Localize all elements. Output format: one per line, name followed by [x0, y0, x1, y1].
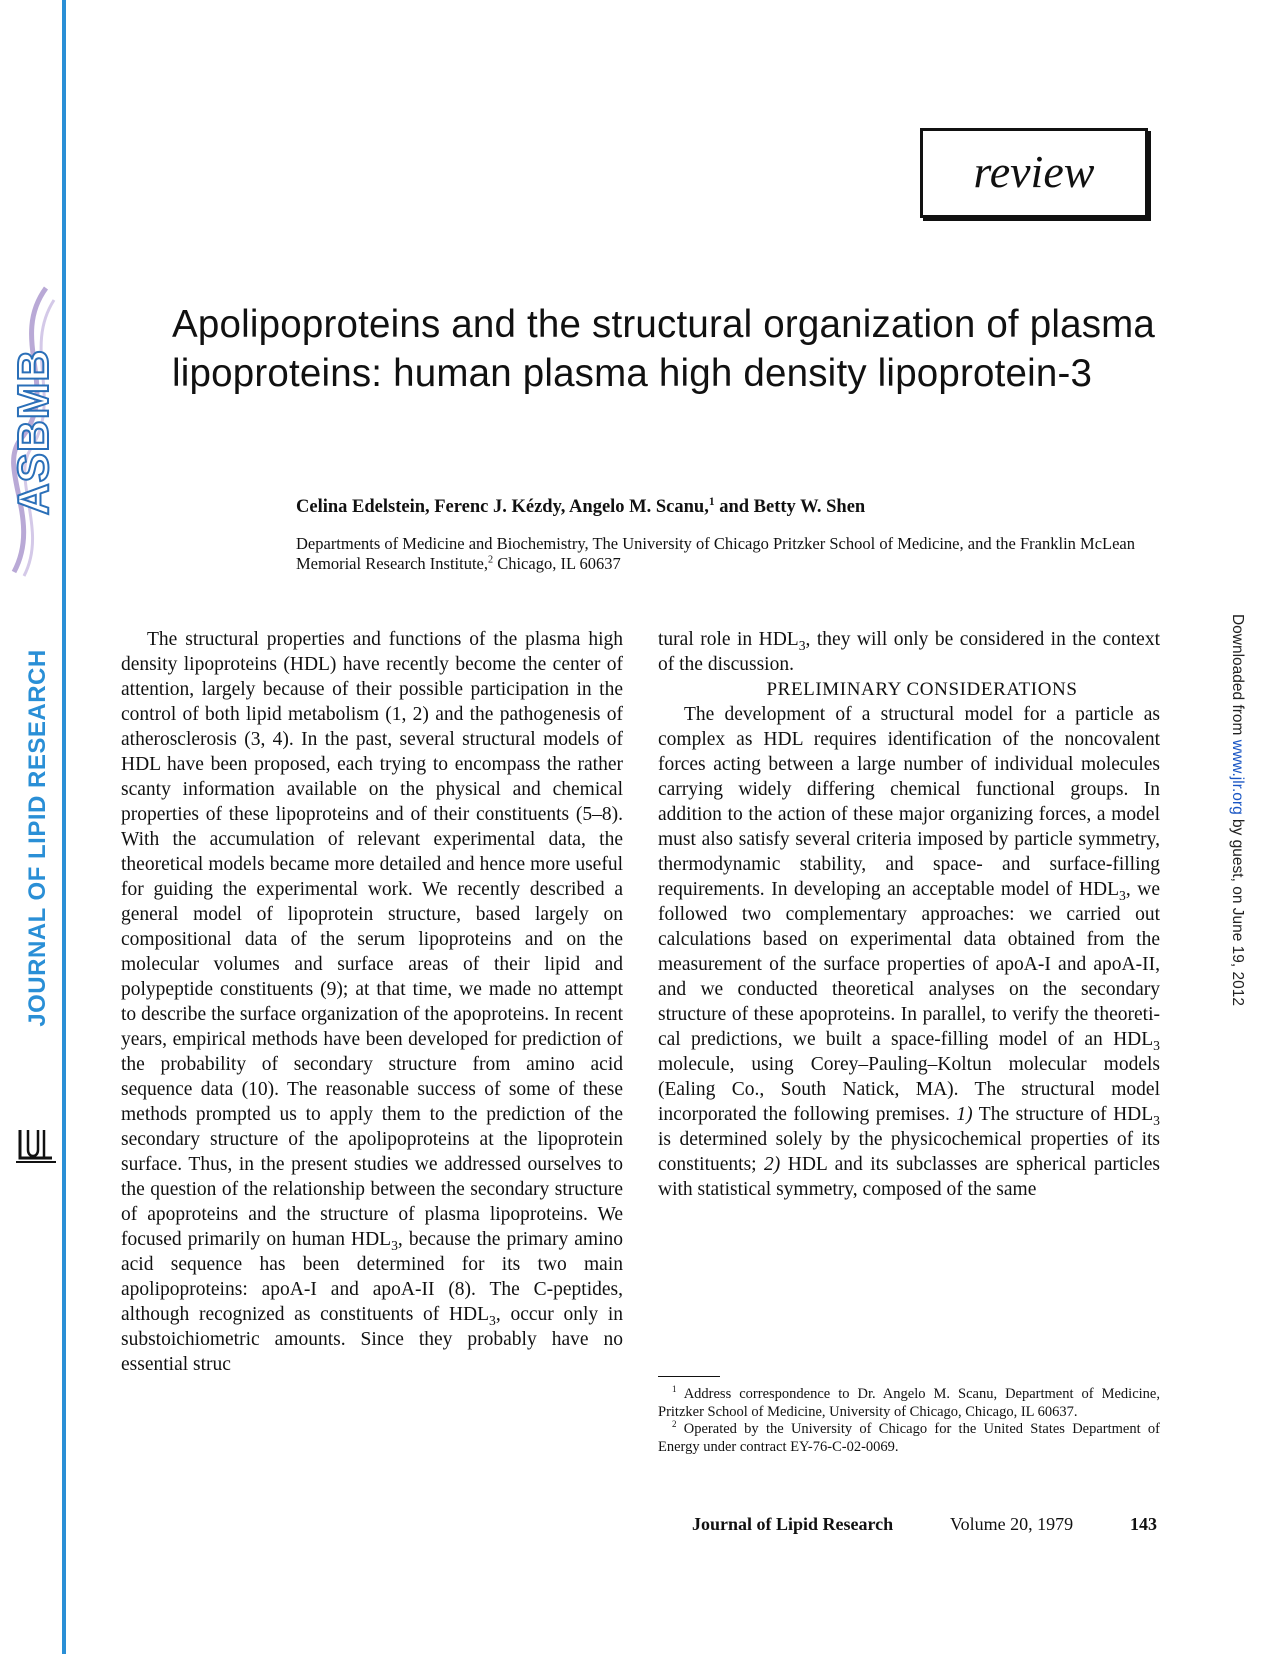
- intro-continued-b: , they will only be considered in the context of the discussion.: [658, 629, 1160, 675]
- download-suffix: by guest, on June 19, 2012: [1229, 814, 1246, 1007]
- premise-number-2: 2): [764, 1154, 781, 1175]
- prelim-text-b: , we followed two complementary approaches: we carried out calculations based on experimental data obtained from the measurement of the surface properties of apoA-I and apoA-II, and we conducted theoretical analyses on the secondary structure of these apoproteins. In parallel, to verify the theoretical predictions, we built a space-filling model of an HDL: [658, 879, 1160, 1050]
- subscript: 3: [1153, 1037, 1160, 1053]
- subscript: 3: [489, 1312, 496, 1328]
- subscript: 3: [1153, 1112, 1160, 1128]
- affiliation-city: Chicago, IL 60637: [493, 554, 621, 573]
- footnote-2: [658, 1421, 1160, 1456]
- intro-continued-a: tural role in HDL: [658, 629, 799, 650]
- author-2: Ferenc J. Kézdy,: [434, 497, 570, 517]
- prelim-text-f: HDL and its subclasses are spherical particles with statistical symmetry, composed of the same: [658, 1154, 1160, 1200]
- page-number: 143: [1129, 1514, 1157, 1534]
- article-title: Apolipoproteins and the structural organization of plasma lipoproteins: human plasma high density lipoprotein-3: [172, 303, 1156, 395]
- body-column-right: [658, 627, 1160, 1202]
- subscript: 3: [798, 637, 806, 653]
- subscript: 3: [1119, 887, 1126, 903]
- journal-name-vertical: JOURNAL OF LIPID RESEARCH: [24, 649, 51, 1027]
- review-label: review: [973, 146, 1095, 197]
- footer-journal: Journal of Lipid Research: [692, 1514, 894, 1534]
- journal-sidebar: [0, 0, 66, 1654]
- subscript: 3: [391, 1237, 398, 1253]
- jlr-logo-icon: [14, 1128, 58, 1166]
- footnotes: [658, 1386, 1160, 1456]
- page-footer: [692, 1514, 1157, 1535]
- prelim-text-d: The structure of HDL: [972, 1104, 1154, 1125]
- paragraph-intro-continued: [658, 627, 1160, 677]
- footnote-2-mark: 2: [672, 1419, 677, 1430]
- footnote-divider: [658, 1376, 720, 1377]
- author-conjunction: and: [714, 497, 754, 517]
- footnote-1-text: Address correspondence to Dr. Angelo M. Scanu, Department of Medicine, Pritzker School of Medicine, University of Chicago, Chicago, IL 60637.: [658, 1386, 1160, 1420]
- download-prefix: Downloaded from: [1229, 613, 1246, 740]
- author-1: Celina Edelstein,: [296, 497, 435, 517]
- footnote-1: [658, 1386, 1160, 1421]
- prelim-text-a: The development of a structural model for a particle as complex as HDL requires identification of the noncovalent forces acting between a large number of individual molecules carrying widely differing chemical functional groups. In addition to the action of these major organizing forces, a model must also satisfy several criteria imposed by particle symmetry, thermodynamic stability, and space- and surface-filling requirements. In developing an acceptable model of HDL: [658, 704, 1160, 900]
- affiliation: [296, 534, 1176, 574]
- body-column-left: [121, 627, 623, 1377]
- section-heading: PRELIMINARY CONSIDERATIONS: [766, 679, 1078, 700]
- footer-volume: Volume 20, 1979: [950, 1514, 1074, 1534]
- prelim-text-e: is determined solely by the physicochemical properties of its constituents;: [658, 1129, 1160, 1175]
- author-4: Betty W. Shen: [753, 497, 866, 517]
- premise-number-1: 1): [956, 1104, 973, 1125]
- author-3: Angelo M. Scanu,: [569, 497, 709, 517]
- asbmb-logo: ASBMB: [9, 348, 58, 516]
- author-3-footnote-mark: 1: [708, 495, 715, 508]
- paragraph-preliminary: [658, 702, 1160, 1202]
- footnote-1-mark: 1: [672, 1384, 677, 1395]
- prelim-text-c: molecule, using Corey–Pauling–Koltun molecular models (Ealing Co., South Natick, MA). The structural model incorporated the following premises.: [658, 1054, 1160, 1125]
- jlr-link[interactable]: www.jlr.org: [1229, 739, 1246, 815]
- intro-text-c: , occur only in substoichiometric amounts. Since they probably have no essential struc: [121, 1304, 623, 1375]
- affiliation-footnote-mark: 2: [487, 554, 494, 566]
- affiliation-text: Departments of Medicine and Biochemistry, The University of Chicago Pritzker School of Medicine, and the Franklin McLean Memorial Research Institute,: [296, 534, 1135, 573]
- sidebar-divider: [62, 0, 66, 1654]
- footnote-2-text: Operated by the University of Chicago for the United States Department of Energy under contract EY-76-C-02-0069.: [658, 1421, 1160, 1455]
- intro-text-b: , because the primary amino acid sequence has been determined for its two main apolipoproteins: apoA-I and apoA-II (8). The C-peptides, although recognized as constituents of HDL: [121, 1229, 623, 1325]
- download-notice: [1228, 614, 1246, 1006]
- paragraph-intro: [121, 627, 623, 1377]
- intro-text-a: The structural properties and functions of the plasma high density lipoproteins (HDL) have recently become the center of attention, largely because of their possible participation in the control of both lipid metabolism (1, 2) and the pathogenesis of atherosclerosis (3, 4). In the past, several structural models of HDL have been proposed, each trying to encompass the rather scanty information available on the physical and chemical properties of these lipoproteins and of their constituents (5–8). With the accumulation of relevant experimental data, the theoretical models became more detailed and hence more useful for guiding the experimental work. We recently described a general model of lipoprotein structure, based largely on compositional data of the serum lipoproteins and on the molecular volumes and surface areas of their lipid and polypeptide constituents (9); at that time, we made no attempt to describe the surface organization of the apoproteins. In recent years, empirical methods have been developed for prediction of the probability of secondary structure from amino acid sequence data (10). The reasonable success of some of these methods prompted us to apply them to the prediction of the secondary structure of the apolipoproteins at the lipoprotein surface. Thus, in the present studies we addressed ourselves to the question of the relationship between the secondary structure of apoproteins and the structure of plasma lipoproteins. We focused primarily on human HDL: [121, 629, 623, 1250]
- review-label-box: [920, 128, 1148, 218]
- author-list: [296, 497, 1176, 518]
